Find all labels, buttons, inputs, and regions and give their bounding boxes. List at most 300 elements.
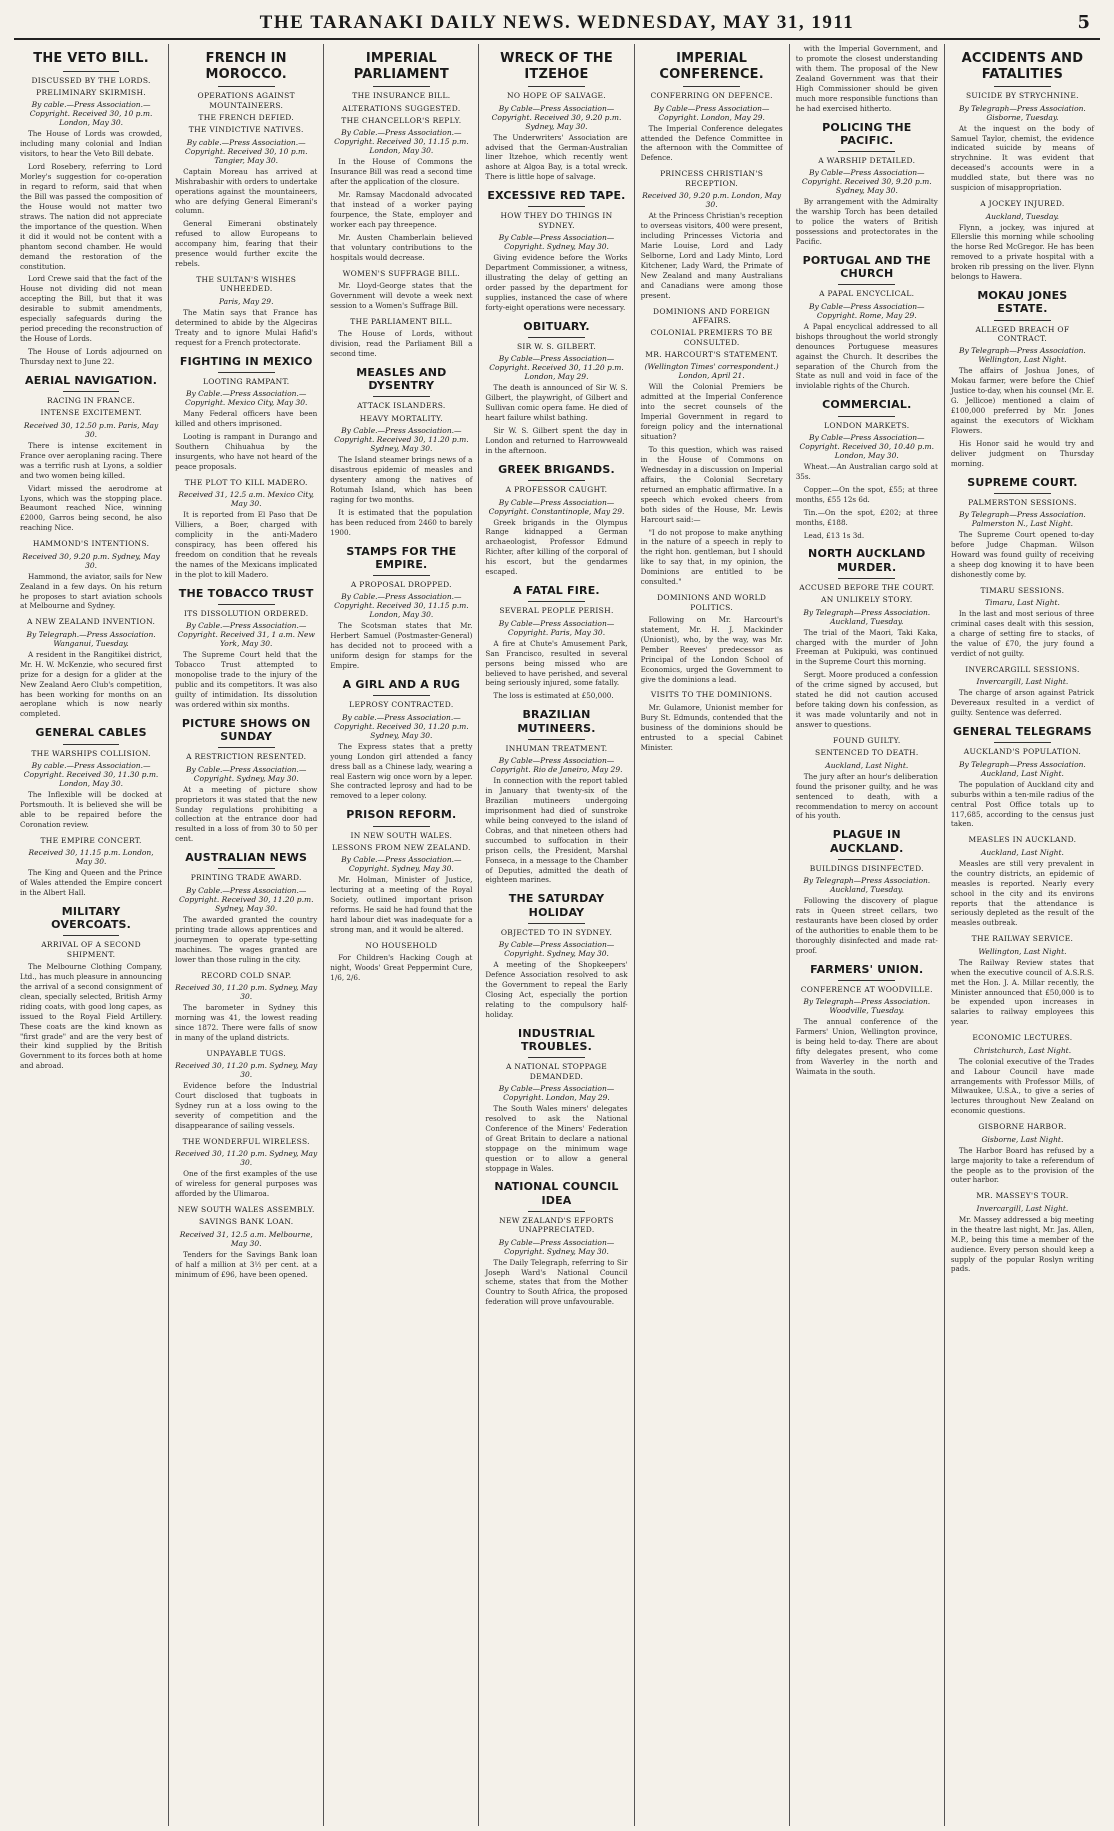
article-paragraph: The Express states that a pretty young London girl attended a fancy dress ball as a Chinese lady, wearing a real Eastern wig once worn by a leper. She contracted leprosy and had to be removed to a leper colony. bbox=[330, 741, 473, 801]
article bbox=[175, 587, 317, 710]
article bbox=[330, 545, 472, 671]
article bbox=[485, 51, 627, 182]
article-paragraph: Following the discovery of plague rats in Queen street cellars, two restaurants have been closed by order of the authorities to enable them to be thoroughly disinfected and made rat-proof. bbox=[795, 896, 938, 955]
article-subhead: OPERATIONS AGAINST MOUNTAINEERS. bbox=[197, 91, 295, 110]
article-paragraph: The Harbor Board has refused by a large majority to take a referendum of the people as to the provision of the outer harbor. bbox=[950, 1145, 1094, 1185]
article bbox=[951, 51, 1094, 193]
article-subhead: NEW SOUTH WALES ASSEMBLY. bbox=[177, 1204, 315, 1214]
article-paragraph: The jury after an hour's deliberation found the prisoner guilty, and he was sentenced to death, with a recommendation to mercy on account of his youth. bbox=[795, 771, 938, 821]
news-column bbox=[169, 44, 324, 1826]
article-dateline: By Cable—Press Association—Copyright. London, May 29. bbox=[653, 103, 770, 122]
article-paragraph: It is estimated that the population has been reduced from 2460 to barely 1900. bbox=[330, 507, 473, 537]
article-dateline: (Wellington Times' correspondent.) London, April 21. bbox=[644, 362, 779, 381]
article bbox=[951, 289, 1094, 469]
article-subhead: ATTACK ISLANDERS. bbox=[357, 401, 446, 411]
article bbox=[330, 317, 472, 359]
article bbox=[796, 254, 938, 391]
article bbox=[951, 725, 1094, 829]
article-paragraph: The House of Lords, without division, read the Parliament Bill a second time. bbox=[330, 329, 473, 359]
article-subhead: A RESTRICTION RESENTED. bbox=[186, 752, 307, 762]
article-dateline: By Telegraph—Press Association. Auckland, Last Night. bbox=[959, 759, 1086, 778]
article-paragraph: One of the first examples of the use of wireless for general purposes was afforded by the Ulimaroa. bbox=[175, 1169, 318, 1198]
article-paragraph: The loss is estimated at £50,000. bbox=[493, 691, 614, 701]
article-paragraph: Greek brigands in the Olympus Range kidnapped a German archaeologist, Professor Edmund Richter, after killing of the corporal of his escort, but the gendarmes escaped. bbox=[485, 517, 628, 577]
article bbox=[330, 366, 472, 538]
article-subhead: ALLEGED BREACH OF CONTRACT. bbox=[975, 324, 1070, 343]
article bbox=[951, 1122, 1094, 1185]
article-paragraph: The trial of the Maori, Taki Kaka, charged with the murder of John Freeman at Pukipuki, was continued in the Supreme Court this morning. bbox=[795, 627, 938, 667]
article-paragraph: The Underwriters' Association are advised that the German-Australian liner Itzehoe, which recently went ashore at Algoa Bay, is a total wreck. There is little hope of salvage. bbox=[485, 132, 628, 182]
article-dateline: Received 30, 11.20 p.m. Sydney, May 30. bbox=[175, 1149, 318, 1168]
article-paragraph: The Inflexible will be docked at Portsmouth. It is believed she will be able to be repaired before the Coronation review. bbox=[20, 789, 163, 829]
news-column bbox=[324, 44, 479, 1826]
article-paragraph: Measles are still very prevalent in the country districts, an epidemic of measles is reported. Nearly every school in the city and its environs reports that the attendance is seriously depleted as the result of the measles outbreak. bbox=[950, 858, 1094, 928]
headline-rule bbox=[63, 744, 120, 745]
article-headline: A GIRL AND A RUG bbox=[342, 678, 461, 692]
article-headline: A FATAL FIRE. bbox=[513, 584, 600, 598]
article bbox=[175, 717, 317, 844]
article-paragraph: The barometer in Sydney this morning was 41, the lowest reading since 1872. There were falls of snow in many of the upland districts. bbox=[175, 1002, 318, 1042]
article-dateline: By Telegraph.—Press Association. Wanganui, Tuesday. bbox=[26, 629, 156, 648]
article-headline: MEASLES AND DYSENTRY bbox=[356, 366, 447, 393]
article-dateline: By Cable.—Press Association.—Copyright. Received 30, 11.20 p.m. Sydney, May 30. bbox=[178, 885, 314, 913]
article-dateline: By Telegraph—Press Association. Auckland, Tuesday. bbox=[803, 876, 931, 895]
article-paragraph: His Honor said he would try and deliver judgment on Thursday morning. bbox=[950, 438, 1094, 468]
article-dateline: Received 31, 12.5 a.m. Mexico City, May 30. bbox=[178, 490, 315, 509]
article-subhead: A PAPAL ENCYCLICAL. bbox=[819, 289, 915, 299]
article-subhead: A JOCKEY INJURED. bbox=[980, 199, 1065, 209]
article-paragraph: Mr. Massey addressed a big meeting in the theatre last night, Mr. Jas. Allen, M.P., being this time a member of the audience. Every person should keep a supply of the popular Roslyn writing pads. bbox=[950, 1214, 1094, 1274]
article-subhead: CONFERENCE AT WOODVILLE. bbox=[800, 984, 933, 994]
article-dateline: Invercargill, Last Night. bbox=[976, 1203, 1069, 1213]
headline-rule bbox=[528, 86, 585, 87]
article-subhead: HOW THEY DO THINGS IN SYDNEY. bbox=[500, 211, 613, 230]
article-subhead: THE RAILWAY SERVICE. bbox=[971, 934, 1074, 944]
article-subhead: FOUND GUILTY. bbox=[832, 735, 901, 745]
article bbox=[796, 547, 938, 730]
article-headline: THE TOBACCO TRUST bbox=[178, 586, 314, 600]
article-subhead: PALMERSTON SESSIONS. bbox=[968, 497, 1077, 507]
article-dateline: By Cable.—Press Association.—Copyright. Received 31, 1 a.m. New York, May 30. bbox=[177, 621, 315, 649]
article bbox=[796, 828, 938, 955]
article bbox=[330, 269, 472, 311]
article-headline: THE SATURDAY HOLIDAY bbox=[508, 892, 605, 919]
article-dateline: By Telegraph—Press Association. Wellington, Last Night. bbox=[959, 346, 1086, 365]
article-headline: GENERAL TELEGRAMS bbox=[952, 725, 1092, 739]
article-dateline: By Cable.—Press Association.—Copyright. Received 30, 11.15 p.m. London, May 30. bbox=[334, 592, 469, 620]
headline-rule bbox=[838, 980, 895, 981]
article bbox=[951, 1191, 1094, 1274]
article-paragraph: Copper.—On the spot, £55; at three months, £55 12s 6d. bbox=[795, 484, 938, 504]
article-subhead: AN UNLIKELY STORY. bbox=[820, 595, 913, 605]
article-subhead: THE WARSHIPS COLLISION. bbox=[31, 748, 151, 758]
article-headline: PORTUGAL AND THE CHURCH bbox=[802, 254, 931, 281]
headline-rule bbox=[528, 739, 585, 740]
article-headline: MOKAU JONES ESTATE. bbox=[977, 289, 1068, 316]
article-dateline: By Cable—Press Association—Copyright. Rome, May 29. bbox=[808, 301, 925, 320]
article-subhead: DISCUSSED BY THE LORDS. bbox=[31, 75, 151, 85]
headline-rule bbox=[838, 416, 895, 417]
headline-rule bbox=[373, 826, 430, 827]
article-dateline: Timaru, Last Night. bbox=[984, 598, 1060, 608]
headline-rule bbox=[218, 86, 275, 87]
article bbox=[20, 836, 162, 898]
article-paragraph: The Railway Review states that when the executive council of A.S.R.S. met the Hon. J. A. Millar recently, the Minister announced that £50,000 is to be expended upon increases in salaries to railway employees this year. bbox=[950, 957, 1094, 1027]
article-paragraph: Sergt. Moore produced a confession of the crime signed by accused, but stated he did not caution accused before taking down his confession, as it was made voluntarily and not in answer to questions. bbox=[795, 670, 938, 729]
article-headline: THE VETO BILL. bbox=[33, 51, 149, 66]
news-column bbox=[945, 44, 1100, 1826]
article-dateline: By cable.—Press Association.—Copyright. Received 30, 11.30 p.m. London, May 30. bbox=[23, 760, 159, 788]
article bbox=[20, 374, 162, 533]
article-subhead: NEW ZEALAND'S EFFORTS UNAPPRECIATED. bbox=[499, 1215, 614, 1235]
article-subhead: GISBORNE HARBOR. bbox=[978, 1122, 1067, 1132]
article-paragraph: Sir W. S. Gilbert spent the day in London and returned to Harrowweald in the afternoon. bbox=[485, 426, 628, 455]
article-paragraph: The Scotsman states that Mr. Herbert Samuel (Postmaster-General) has decided not to proceed with a uniform design for stamps for the Empire. bbox=[330, 621, 473, 671]
article-subhead: THE VINDICTIVE NATIVES. bbox=[188, 125, 304, 135]
article-headline: GREEK BRIGANDS. bbox=[498, 462, 615, 476]
article-headline: FIGHTING IN MEXICO bbox=[179, 354, 313, 368]
article-paragraph: Looting is rampant in Durango and Southern Chihuahua by the insurgents, who have not heard of the peace proposals. bbox=[175, 432, 318, 471]
article-dateline: By Telegraph—Press Association. Auckland, Tuesday. bbox=[803, 607, 931, 626]
article bbox=[951, 476, 1094, 580]
article-dateline: Received 30, 11.15 p.m. London, May 30. bbox=[28, 848, 154, 867]
article-subhead: CONFERRING ON DEFENCE. bbox=[650, 91, 773, 101]
headline-rule bbox=[528, 206, 585, 207]
article-dateline: By cable.—Press Association.—Copyright. Received 30, 10 p.m. Tangier, May 30. bbox=[184, 137, 308, 165]
article-paragraph: The Island steamer brings news of a disastrous epidemic of measles and dysentery among the natives of Rotumah Island, which has been raging for two months. bbox=[330, 455, 473, 504]
article bbox=[175, 1205, 317, 1280]
article-subhead: THE PLOT TO KILL MADERO. bbox=[184, 477, 308, 487]
article-paragraph: Mr. Ramsay Macdonald advocated that instead of a worker paying fourpence, the State, employer and worker each pay threepence. bbox=[330, 190, 473, 229]
article bbox=[175, 971, 317, 1043]
article-dateline: By cable.—Press Association.—Copyright. Received 30, 11.20 p.m. Sydney, May 30. bbox=[334, 712, 469, 740]
article bbox=[20, 539, 162, 611]
article-headline: SUPREME COURT. bbox=[967, 475, 1078, 489]
article-subhead: NO HOUSEHOLD bbox=[365, 940, 438, 950]
article bbox=[175, 1049, 317, 1131]
article-dateline: Auckland, Last Night. bbox=[980, 847, 1064, 857]
headline-rule bbox=[683, 86, 740, 87]
article-dateline: By Cable—Press Association—Copyright. Received 30, 10.40 p.m. London, May 30. bbox=[799, 432, 935, 460]
article bbox=[485, 1180, 627, 1307]
article-paragraph: The annual conference of the Farmers' Union, Wellington province, is being held to-day. There are about fifty delegates present, who come from Waverley in the north and Waimata in the south. bbox=[795, 1017, 938, 1076]
article-headline: IMPERIAL CONFERENCE. bbox=[659, 51, 764, 82]
article-headline: WRECK OF THE ITZEHOE bbox=[500, 51, 613, 82]
article-paragraph: Lord Rosebery, referring to Lord Morley's suggestion for co-operation in regard to reform, said that when the Bill was passed the composition of the House would not matter two straws. The nation did not appreciate the importance of the question. When it did it would not be content with a phantom second chamber. He would demand the restoration of the constitution. bbox=[20, 162, 163, 271]
article-dateline: By Cable—Press Association—Copyright. Sydney, May 30. bbox=[498, 233, 615, 252]
article-headline: INDUSTRIAL TROUBLES. bbox=[518, 1026, 595, 1053]
article-subhead: UNPAYABLE TUGS. bbox=[206, 1048, 286, 1058]
article-dateline: By Cable—Press Association—Copyright. London, May 29. bbox=[498, 1083, 615, 1102]
article bbox=[641, 307, 783, 588]
article-dateline: By Cable—Press Association—Copyright. Received 30, 9.20 p.m. Sydney, May 30. bbox=[801, 168, 932, 196]
article-paragraph: To this question, which was raised in the House of Commons on Wednesday in a discussion on Imperial affairs, the Colonial Secretary returned an emphatic affirmative. In a speech which evoked cheers from both sides of the House, Mr. Lewis Harcourt said:— bbox=[640, 445, 783, 524]
article-dateline: Gisborne, Last Night. bbox=[981, 1134, 1064, 1144]
article bbox=[951, 586, 1094, 659]
article-dateline: Received 30, 9.20 p.m. London, May 30. bbox=[642, 191, 782, 210]
article-dateline: Received 30, 11.20 p.m. Sydney, May 30. bbox=[175, 982, 318, 1001]
article bbox=[20, 51, 162, 367]
news-columns bbox=[14, 44, 1100, 1826]
article-subhead: MR. HARCOURT'S STATEMENT. bbox=[645, 350, 778, 359]
article bbox=[951, 835, 1094, 928]
article-headline: MILITARY OVERCOATS. bbox=[51, 904, 132, 932]
article bbox=[951, 934, 1094, 1027]
headline-rule bbox=[838, 578, 895, 579]
article-subhead: THE WONDERFUL WIRELESS. bbox=[182, 1136, 310, 1146]
article-paragraph: Lord Crewe said that the fact of the House not dividing did not mean accepting the Bill, but that it was desirable to submit amendments, especially safeguards during the period preceding the reconstruction of the House of Lords. bbox=[20, 274, 163, 344]
article-subhead: MR. MASSEY'S TOUR. bbox=[976, 1191, 1069, 1201]
article-paragraph: The Imperial Conference delegates attended the Defence Committee in the afternoon with the Committee of Defence. bbox=[640, 123, 783, 163]
article-dateline: By Cable—Press Association—Copyright. Received 30, 9.20 p.m. Sydney, May 30. bbox=[491, 103, 622, 131]
article-paragraph: Many Federal officers have been killed and others imprisoned. bbox=[175, 409, 318, 429]
article-dateline: Auckland, Last Night. bbox=[825, 760, 909, 770]
article-subhead: SUICIDE BY STRYCHNINE. bbox=[965, 91, 1079, 101]
article-paragraph: The death is announced of Sir W. S. Gilbert, the playwright, of Gilbert and Sullivan comic opera fame. He died of heart failure whilst bathing. bbox=[485, 383, 628, 423]
article-dateline: By Cable—Press Association—Copyright. Paris, May 30. bbox=[498, 618, 615, 637]
article-subhead: ARRIVAL OF A SECOND SHIPMENT. bbox=[41, 940, 141, 959]
article bbox=[796, 736, 938, 821]
article-paragraph: General Eimerani obstinately refused to allow Europeans to accompany him, fearing that their presence would further excite the rebels. bbox=[175, 219, 318, 269]
news-column bbox=[14, 44, 169, 1826]
newspaper-title: THE TARANAKI DAILY NEWS. WEDNESDAY, MAY 31, 1911 bbox=[259, 12, 855, 33]
article-subhead: LEPROSY CONTRACTED. bbox=[349, 700, 454, 710]
article-headline: EXCESSIVE RED TAPE. bbox=[487, 189, 626, 203]
article-subhead: A NATIONAL STOPPAGE DEMANDED. bbox=[505, 1062, 608, 1081]
article-headline: FRENCH IN MOROCCO. bbox=[205, 51, 287, 82]
article-subhead: A PROPOSAL DROPPED. bbox=[350, 580, 452, 590]
article-dateline: By Cable.—Press Association.—Copyright. Sydney, May 30. bbox=[186, 764, 307, 783]
article-subhead: INHUMAN TREATMENT. bbox=[505, 743, 608, 753]
page-number: 5 bbox=[1077, 12, 1090, 33]
article-subhead: A NEW ZEALAND INVENTION. bbox=[26, 617, 156, 627]
article-subhead: COLONIAL PREMIERS TO BE CONSULTED. bbox=[650, 328, 773, 347]
article bbox=[641, 593, 783, 684]
article-paragraph: By arrangement with the Admiralty the warship Torch has been detailed to police the waters of British possessions and protectorates in the Pacific. bbox=[795, 197, 938, 247]
article-subhead: HEAVY MORTALITY. bbox=[359, 413, 443, 423]
headline-rule bbox=[218, 868, 275, 869]
article-dateline: By Cable.—Press Association.—Copyright. Received 30, 11.20 p.m. Sydney, May 30. bbox=[334, 426, 469, 454]
article-dateline: By cable.—Press Association.—Copyright. Received 30, 10 p.m. London, May 30. bbox=[29, 100, 153, 128]
article bbox=[330, 51, 472, 263]
article-paragraph: Lead, £13 1s 3d. bbox=[803, 530, 865, 540]
article-subhead: IN NEW SOUTH WALES. bbox=[350, 830, 453, 840]
article bbox=[175, 851, 317, 964]
news-column bbox=[790, 44, 945, 1826]
article-subhead: WOMEN'S SUFFRAGE BILL. bbox=[342, 268, 461, 278]
article-headline: POLICING THE PACIFIC. bbox=[822, 120, 912, 147]
article bbox=[485, 320, 627, 456]
article bbox=[330, 941, 472, 983]
headline-rule bbox=[528, 480, 585, 481]
article-paragraph: The House of Lords was crowded, including many colonial and Indian visitors, to hear the Veto Bill debate. bbox=[20, 129, 163, 159]
article-subhead: ECONOMIC LECTURES. bbox=[972, 1033, 1073, 1043]
article-paragraph: At the inquest on the body of Samuel Taylor, chemist, the evidence indicated suicide by means of strychnine. It was evident that deceased's accounts were in a muddled state, but there was no suspicion of misappropriation. bbox=[950, 123, 1094, 193]
article-dateline: By Cable.—Press Association.—Copyright. Sydney, May 30. bbox=[341, 855, 462, 874]
article bbox=[175, 1137, 317, 1199]
article-paragraph: The King and Queen and the Prince of Wales attended the Empire concert in the Albert Hall. bbox=[20, 868, 163, 897]
article-dateline: By Telegraph—Press Association. Gisborne, Tuesday. bbox=[959, 103, 1086, 122]
article-headline: PLAGUE IN AUCKLAND. bbox=[830, 828, 904, 855]
article-subhead: INVERCARGILL SESSIONS. bbox=[965, 664, 1080, 674]
article-headline: FARMERS' UNION. bbox=[810, 962, 924, 976]
article bbox=[796, 44, 938, 114]
article bbox=[951, 199, 1094, 282]
headline-rule bbox=[373, 86, 430, 87]
article-subhead: DOMINIONS AND FOREIGN AFFAIRS. bbox=[653, 306, 771, 325]
article-paragraph: Tin.—On the spot, £202; at three months, £188. bbox=[795, 507, 938, 527]
article-paragraph: Mr. Holman, Minister of Justice, lecturing at a meeting of the Royal Society, outlined important prison reforms. He said he had found that the hard labour diet was inadequate for a strong man, and it would be altered. bbox=[330, 875, 473, 934]
article-subhead: DOMINIONS AND WORLD POLITICS. bbox=[657, 593, 767, 612]
article-paragraph: At the Princess Christian's reception to overseas visitors, 400 were present, including Princesses Victoria and Marie Louise, Lord and Lady Selborne, Lord and Lady Minto, Lord Kitchener, Lady Ward, the Primate of New Zealand and many Australians and Canadians were among those present. bbox=[640, 211, 783, 300]
article-paragraph: Hammond, the aviator, sails for New Zealand in a few days. On his return he proposes to start aviation schools at Melbourne and Sydney. bbox=[20, 571, 163, 611]
article-dateline: Received 30, 12.50 p.m. Paris, May 30. bbox=[23, 420, 159, 439]
article-subhead: THE PARLIAMENT BILL. bbox=[350, 316, 453, 326]
article-paragraph: The Matin says that France has determined to abide by the Algeciras Treaty and to ignore Mulai Hafid's request for a French protectorate. bbox=[175, 307, 318, 347]
article-paragraph: Mr. Lloyd-George states that the Government will devote a week next session to a Women's Suffrage Bill. bbox=[330, 281, 473, 310]
headline-rule bbox=[994, 320, 1051, 321]
headline-rule bbox=[63, 935, 120, 936]
article bbox=[485, 189, 627, 313]
article-paragraph: In connection with the report tabled in January that twenty-six of the Brazilian mutineers undergoing imprisonment had died of sunstroke while being conveyed to the island of Cobras, and that nineteen others had succumbed to suffocation in their prison cells, the President, Marshal Fonseca, in a message to the Chamber of Deputies, admitted the death of eighteen marines. bbox=[485, 776, 628, 885]
article-subhead: RACING IN FRANCE. bbox=[47, 396, 136, 406]
article-subhead: THE SULTAN'S WISHES UNHEEDED. bbox=[196, 275, 297, 294]
article-subhead: LONDON MARKETS. bbox=[824, 420, 910, 430]
article-dateline: By Cable—Press Association—Copyright. Sydney, May 30. bbox=[498, 940, 615, 959]
article bbox=[175, 478, 317, 580]
article bbox=[175, 51, 317, 269]
article-paragraph: Tenders for the Savings Bank loan of half a million at 3½ per cent. at a minimum of £96, have been opened. bbox=[175, 1249, 318, 1279]
article-paragraph: For Children's Hacking Cough at night, Woods' Great Peppermint Cure, 1/6, 2/6. bbox=[330, 953, 473, 983]
article-paragraph: Flynn, a jockey, was injured at Ellerslie this morning while schooling the horse Red McGregor. He has been removed to a private hospital with a broken rib pressing on the liver. Flynn belongs to Hawera. bbox=[950, 222, 1094, 282]
article-subhead: SAVINGS BANK LOAN. bbox=[198, 1217, 294, 1227]
article-subhead: MEASLES IN AUCKLAND. bbox=[968, 835, 1077, 845]
headline-rule bbox=[994, 493, 1051, 494]
article-subhead: SIR W. S. GILBERT. bbox=[516, 342, 597, 351]
article-dateline: Christchurch, Last Night. bbox=[973, 1045, 1072, 1055]
article-headline: GENERAL CABLES bbox=[35, 726, 147, 740]
article-paragraph: The affairs of Joshua Jones, of Mokau farmer, were before the Chief Justice to-day, when his counsel (Mr. E. G. Jellicoe) mentioned a claim of £100,000 preferred by Mr. Jones against the executors of Wickham Flowers. bbox=[950, 366, 1094, 435]
article-headline: AERIAL NAVIGATION. bbox=[24, 373, 158, 387]
article-paragraph: It is reported from El Paso that De Villiers, a Boer, charged with complicity in the anti-Madero conspiracy, has been offered his freedom on condition that he reveals the names of the Mexicans implicated in the plot to kill Madero. bbox=[175, 510, 318, 579]
article-subhead: HAMMOND'S INTENTIONS. bbox=[32, 539, 150, 549]
headline-rule bbox=[373, 695, 430, 696]
article-paragraph: In the last and most serious of three criminal cases dealt with this session, a charge of setting fire to stacks, of the value of £70, the jury found a verdict of not guilty. bbox=[950, 609, 1094, 658]
headline-rule bbox=[528, 601, 585, 602]
article bbox=[175, 355, 317, 472]
article-subhead: THE INSURANCE BILL. bbox=[352, 91, 451, 101]
headline-rule bbox=[528, 1057, 585, 1058]
article-subhead: OBJECTED TO IN SYDNEY. bbox=[500, 927, 613, 937]
article-subhead: THE FRENCH DEFIED. bbox=[198, 112, 295, 122]
headline-rule bbox=[528, 337, 585, 338]
article-paragraph: The population of Auckland city and suburbs within a ten-mile radius of the central Post Office totals up to 117,685, according to the census just taken. bbox=[950, 779, 1094, 829]
article-paragraph: Wheat.—An Australian cargo sold at 35s. bbox=[795, 461, 938, 481]
article bbox=[951, 1033, 1094, 1116]
headline-rule bbox=[838, 151, 895, 152]
article bbox=[485, 892, 627, 1019]
article-subhead: SEVERAL PEOPLE PERISH. bbox=[499, 606, 614, 616]
article-subhead: ACCUSED BEFORE THE COURT. bbox=[799, 582, 935, 592]
article-dateline: By Cable.—Press Association.—Copyright. Mexico City, May 30. bbox=[185, 389, 308, 408]
article-dateline: Wellington, Last Night. bbox=[978, 946, 1067, 956]
article bbox=[330, 678, 472, 801]
article bbox=[641, 690, 783, 752]
headline-rule bbox=[63, 391, 120, 392]
article-paragraph: The colonial executive of the Trades and Labour Council have made arrangements with Professor Mills, of Milwaukee, U.S.A., to give a series of lectures throughout New Zealand on economic questions. bbox=[950, 1056, 1094, 1116]
article bbox=[20, 726, 162, 829]
headline-rule bbox=[994, 742, 1051, 743]
article-headline: NATIONAL COUNCIL IDEA bbox=[494, 1180, 619, 1207]
article-paragraph: with the Imperial Government, and to promote the closest understanding with them. The proposal of the New Zealand Government was that their High Commissioner should be given much more responsible functions than he had exercised hitherto. bbox=[795, 44, 938, 113]
article-dateline: By Cable.—Press Association.—Copyright. Received 30, 11.15 p.m. London, May 30. bbox=[334, 128, 469, 156]
article-paragraph: A fire at Chute's Amusement Park, San Francisco, resulted in several persons being missed who are believed to have perished, and several being seriously injured, some fatally. bbox=[485, 638, 628, 688]
headline-rule bbox=[528, 923, 585, 924]
article-dateline: By Cable—Press Association—Copyright. Received 30, 11.20 p.m. London, May 29. bbox=[489, 354, 624, 382]
article bbox=[175, 275, 317, 348]
article-dateline: By Telegraph—Press Association. Palmerston N., Last Night. bbox=[959, 510, 1086, 529]
article-subhead: BUILDINGS DISINFECTED. bbox=[809, 863, 924, 873]
article-paragraph: Mr. Gulamore, Unionist member for Bury St. Edmunds, contended that the business of the dominions should be entrusted to a special Cabinet Minister. bbox=[640, 702, 783, 752]
masthead bbox=[14, 10, 1100, 40]
news-column bbox=[479, 44, 634, 1826]
article-subhead: ITS DISSOLUTION ORDERED. bbox=[183, 608, 309, 618]
article-subhead: ALTERATIONS SUGGESTED. bbox=[342, 103, 461, 113]
article-headline: OBITUARY. bbox=[523, 319, 590, 333]
article-paragraph: At a meeting of picture show proprietors it was stated that the new Sunday regulations prohibiting a collection at the entrance door had resulted in a loss of from 30 to 50 per cent. bbox=[175, 784, 318, 844]
article-subhead: PRELIMINARY SKIRMISH. bbox=[36, 87, 146, 97]
headline-rule bbox=[373, 575, 430, 576]
article-headline: IMPERIAL PARLIAMENT bbox=[353, 51, 449, 82]
headline-rule bbox=[838, 284, 895, 285]
article-paragraph: Evidence before the Industrial Court disclosed that tugboats in Sydney run at a loss owing to the severity of competition and the disappearance of sailing vessels. bbox=[175, 1081, 318, 1130]
article-dateline: By Cable—Press Association—Copyright. Sydney, May 30. bbox=[498, 1237, 615, 1256]
news-column bbox=[635, 44, 790, 1826]
article-subhead: LOOTING RAMPANT. bbox=[203, 376, 290, 386]
article-paragraph: The Supreme Court opened to-day before Judge Chapman. Wilson Howard was found guilty of receiving a sheep dog knowing it to have been dishonestly come by. bbox=[950, 530, 1094, 579]
article-subhead: A PROFESSOR CAUGHT. bbox=[505, 485, 608, 495]
article-dateline: Auckland, Tuesday. bbox=[985, 211, 1060, 221]
article-subhead: THE EMPIRE CONCERT. bbox=[40, 835, 142, 845]
article-paragraph: Giving evidence before the Works Department Commissioner, a witness, illustrating the delay of getting an order passed by the department for supplies, instanced the case of where forty-eight operations were necessary. bbox=[485, 253, 628, 312]
article-subhead: PRINCESS CHRISTIAN'S RECEPTION. bbox=[660, 169, 764, 188]
article bbox=[951, 665, 1094, 718]
article-dateline: By Cable—Press Association—Copyright. Rio de Janeiro, May 29. bbox=[490, 756, 623, 775]
article bbox=[796, 398, 938, 540]
article-paragraph: The Daily Telegraph, referring to Sir Joseph Ward's National Council scheme, states that from the Mother Country to South Africa, the proposed federation will prove unfavourable. bbox=[485, 1257, 628, 1307]
article-subhead: RECORD COLD SNAP. bbox=[200, 970, 292, 980]
article-paragraph: A resident in the Rangitikei district, Mr. H. W. McKenzie, who secured first prize for a design for a glider at the New Zealand Aero Club's competition, has been working for months on an aeroplane which is now nearly completed. bbox=[20, 649, 163, 719]
headline-rule bbox=[218, 747, 275, 748]
article bbox=[20, 905, 162, 1071]
article-paragraph: Following on Mr. Harcourt's statement, Mr. H. J. Mackinder (Unionist), who, by the way, was Mr. Pember Reeves' predecessor as Principal of the London School of Economics, urged the Government to give the dominions a lead. bbox=[640, 614, 783, 684]
article bbox=[485, 1027, 627, 1174]
headline-rule bbox=[63, 71, 120, 72]
article-headline: BRAZILIAN MUTINEERS. bbox=[517, 708, 596, 735]
article-dateline: Invercargill, Last Night. bbox=[976, 677, 1069, 687]
article-subhead: A WARSHIP DETAILED. bbox=[818, 155, 916, 165]
article-headline: PICTURE SHOWS ON SUNDAY bbox=[181, 716, 311, 744]
article-subhead: LESSONS FROM NEW ZEALAND. bbox=[331, 842, 471, 852]
article-subhead: NO HOPE OF SALVAGE. bbox=[507, 91, 606, 101]
article bbox=[485, 463, 627, 577]
headline-rule bbox=[373, 396, 430, 397]
article-paragraph: The awarded granted the country printing trade allows apprentices and journeymen to operate type-setting machines. The wages granted are lower than those ruling in the city. bbox=[175, 914, 318, 964]
article-subhead: INTENSE EXCITEMENT. bbox=[40, 408, 142, 418]
article-subhead: THE CHANCELLOR'S REPLY. bbox=[341, 115, 462, 125]
article-paragraph: The House of Lords adjourned on Thursday next to June 22. bbox=[20, 347, 163, 366]
article-paragraph: The charge of arson against Patrick Devereaux resulted in a verdict of guilty. Sentence was deferred. bbox=[950, 688, 1094, 718]
